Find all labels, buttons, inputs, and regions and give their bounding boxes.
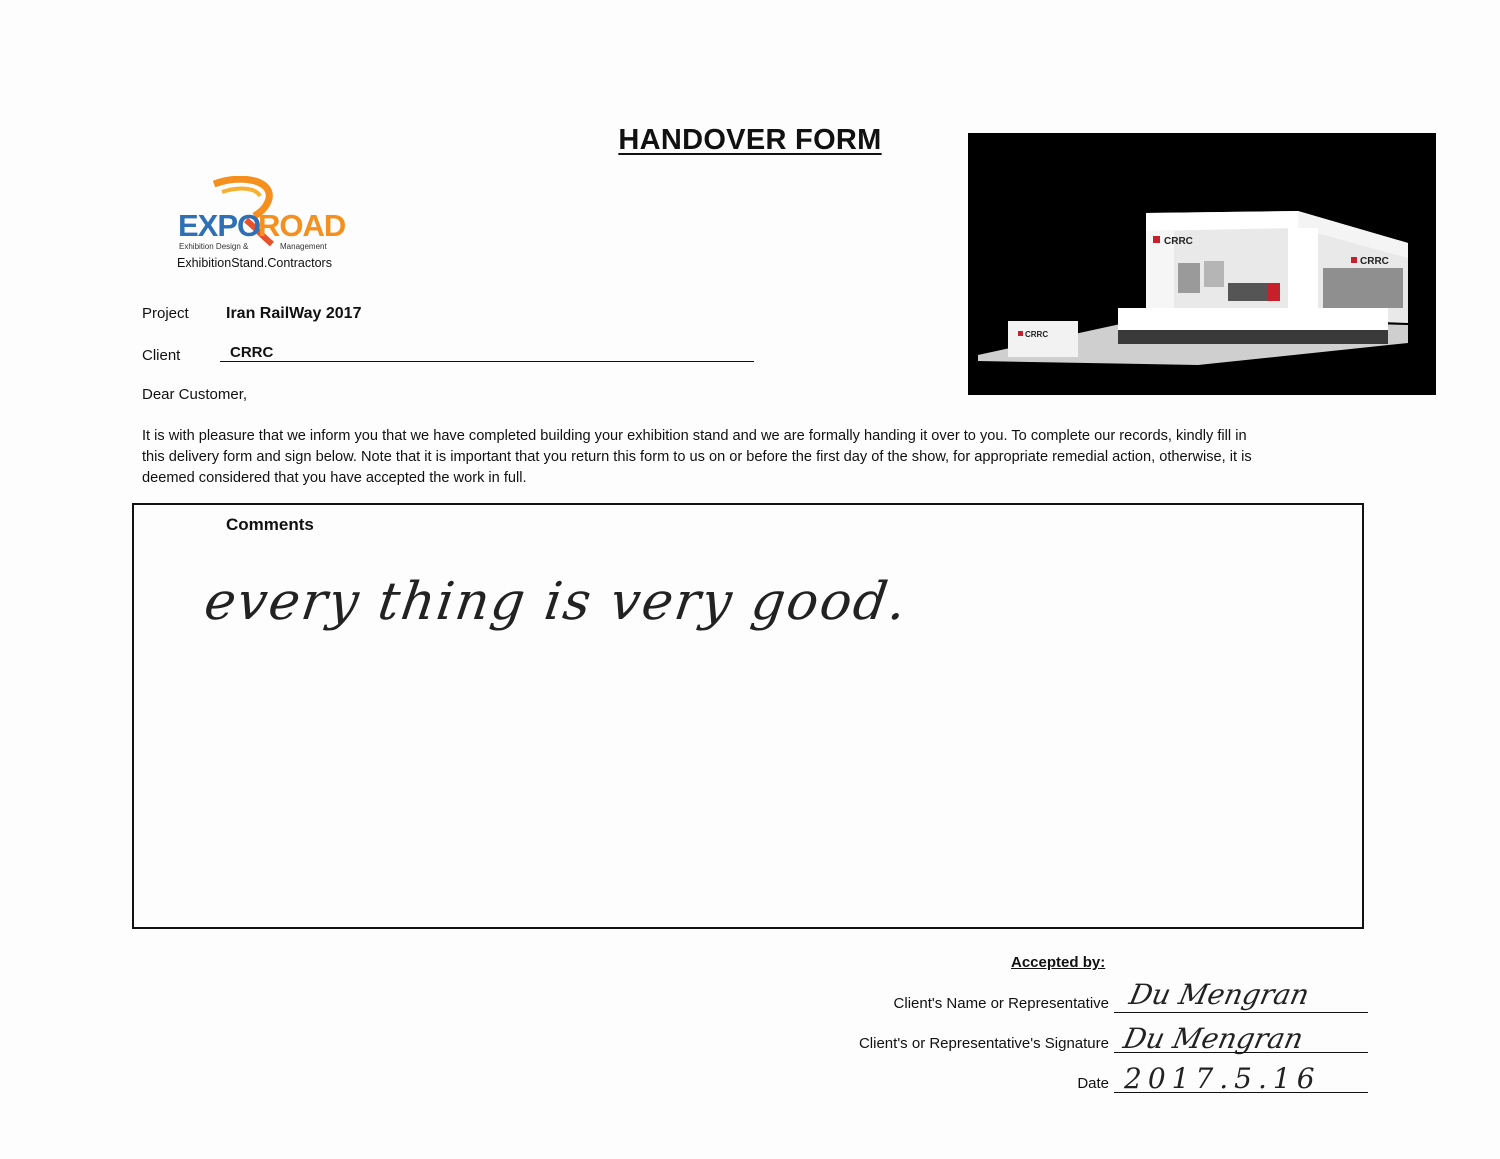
logo-subtitle-left: Exhibition Design & <box>179 242 249 251</box>
photo-brand-1: CRRC <box>1164 236 1193 247</box>
client-name-line <box>1114 1012 1368 1013</box>
logo-subtitle-right: Management <box>280 242 327 251</box>
comments-box[interactable] <box>132 503 1364 929</box>
logo-brand-left: EXPO <box>178 208 261 243</box>
letter-body: It is with pleasure that we inform you that we have completed building your exhibition stand and we are formally handing it over to you. To complete our records, kindly fill in this delivery form and sign below. Note that it is important that you return this form to us on or before the first day of the show, for appropriate remedial action, otherwise, it is deemed considered that you have accepted the work in full. <box>142 428 1252 486</box>
client-value: CRRC <box>230 344 274 361</box>
client-name-value: Du Mengran <box>1126 978 1313 1011</box>
project-label: Project <box>142 305 189 322</box>
client-label: Client <box>142 347 181 364</box>
date-value: 2017.5.16 <box>1124 1062 1321 1095</box>
project-value: Iran RailWay 2017 <box>226 305 362 322</box>
client-underline <box>220 361 754 362</box>
signature-line <box>1114 1052 1368 1053</box>
accepted-by-heading: Accepted by: <box>1011 954 1106 971</box>
photo-brand-2: CRRC <box>1360 256 1389 267</box>
stand-photo <box>968 133 1436 395</box>
date-label: Date <box>1077 1075 1109 1092</box>
greeting: Dear Customer, <box>142 386 248 403</box>
logo-brand-right: ROAD <box>258 208 346 243</box>
comments-label: Comments <box>226 515 314 534</box>
comments-handwritten: every thing is very good. <box>200 572 912 632</box>
date-line <box>1114 1092 1368 1093</box>
signature-label: Client's or Representative's Signature <box>858 1035 1109 1052</box>
client-name-label: Client's Name or Representative <box>893 995 1109 1012</box>
exhibition-stand-image <box>968 133 1436 395</box>
photo-brand-3: CRRC <box>1025 330 1049 339</box>
logo-tagline: ExhibitionStand.Contractors <box>177 256 332 270</box>
form-title: HANDOVER FORM <box>618 124 882 156</box>
exporoad-logo <box>176 176 346 272</box>
signature-value: Du Mengran <box>1120 1022 1307 1055</box>
